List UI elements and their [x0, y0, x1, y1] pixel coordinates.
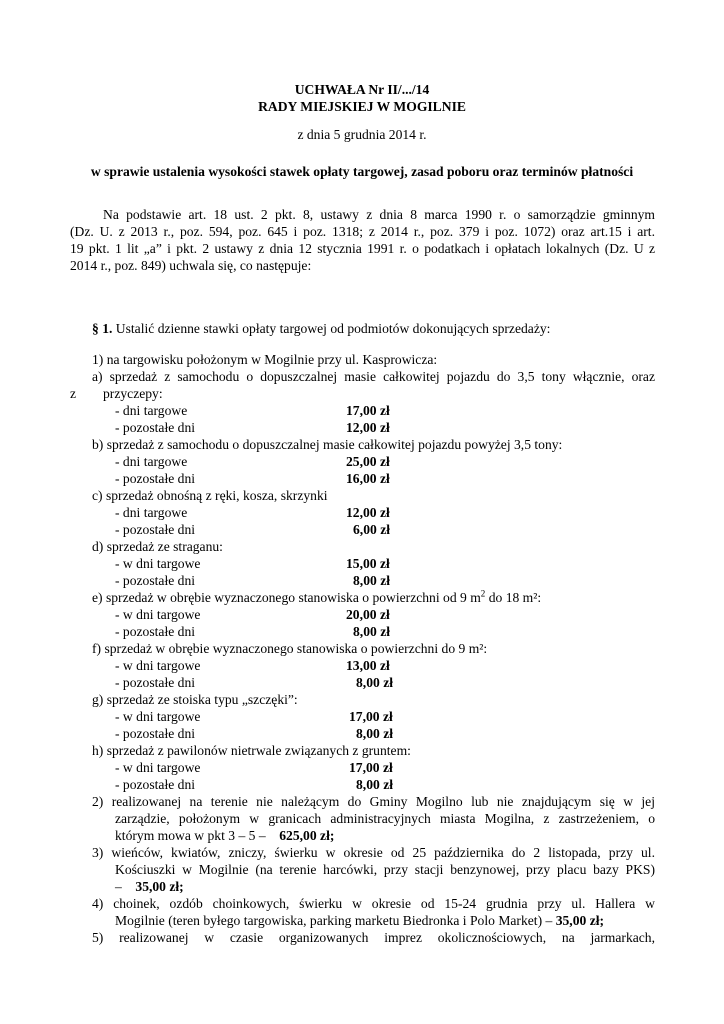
council-name: RADY MIEJSKIEJ W MOGILNIE	[258, 99, 466, 114]
item-f-heading: f) sprzedaż w obrębie wyznaczonego stanowiska o powierzchni do 9 m²:	[92, 641, 488, 656]
item-g-heading: g) sprzedaż ze stoiska typu „szczęki”:	[92, 692, 298, 707]
point-4-line-1: 4) choinek, ozdób choinkowych, świerku w okresie od 15-24 grudnia przy ul. Hallera w	[92, 896, 655, 911]
item-b-heading: b) sprzedaż z samochodu o dopuszczalnej masie całkowitej pojazdu powyżej 3,5 tony:	[92, 437, 563, 452]
rate-amount: 8,00 zł	[356, 726, 393, 741]
item-e-heading: e) sprzedaż w obrębie wyznaczonego stanowiska o powierzchni od 9 $m^2$ do 18 m²:	[92, 588, 542, 605]
point-5-line-1: 5) realizowanej w czasie organizowanych imprez okolicznościowych, na jarmarkach,	[92, 930, 655, 945]
point-2-line-1: 2) realizowanej na terenie nie należącym do Gminy Mogilno lub nie znajdującym się w jej	[92, 794, 655, 809]
rate-label: - pozostałe dni	[115, 471, 196, 486]
point-3-line-3: – 35,00 zł;	[115, 879, 184, 894]
rate-amount: 8,00 zł	[356, 777, 393, 792]
rate-label: - pozostałe dni	[115, 777, 196, 792]
item-c-heading: c) sprzedaż obnośną z ręki, kosza, skrzynki	[92, 488, 328, 503]
point-4-line-2: Mogilnie (teren byłego targowiska, parking marketu Biedronka i Polo Market) – 35,00 zł;	[115, 913, 605, 928]
rate-amount: 6,00 zł	[353, 522, 390, 537]
section-mark: § 1.	[92, 321, 113, 336]
rate-amount: 20,00 zł	[346, 607, 390, 622]
rate-amount: 25,00 zł	[346, 454, 390, 469]
preamble-line-4: 2014 r., poz. 849) uchwala się, co następuje:	[70, 258, 312, 273]
superscript: 2	[480, 588, 486, 599]
point-2-amount: 625,00 zł;	[279, 828, 335, 843]
item-d-heading: d) sprzedaż ze straganu:	[92, 539, 223, 554]
rate-amount: 8,00 zł	[356, 675, 393, 690]
point-2-line-2: zarządzie, położonym w granicach administracyjnych miasta Mogilna, z zastrzeżeniem, o	[115, 811, 655, 826]
rate-amount: 17,00 zł	[349, 760, 393, 775]
rate-label: - pozostałe dni	[115, 522, 196, 537]
point-3-line-2: Kościuszki w Mogilnie (na terenie harcówki, przy stacji benzynowej, przy placu bazy PKS)	[115, 862, 655, 877]
preamble-line-2: (Dz. U. z 2013 r., poz. 594, poz. 645 i poz. 1318; z 2014 r., poz. 379 i poz. 1072) oraz art.15 i art.	[70, 224, 655, 239]
point-3-line-1: 3) wieńców, kwiatów, zniczy, świerku w okresie od 25 października do 2 listopada, przy ul.	[92, 845, 655, 860]
item-h-heading: h) sprzedaż z pawilonów nietrwale związanych z gruntem:	[92, 743, 411, 758]
rate-amount: 8,00 zł	[353, 573, 390, 588]
resolution-title: UCHWAŁA Nr II/.../14	[294, 82, 430, 97]
rate-label: - pozostałe dni	[115, 573, 196, 588]
rate-amount: 13,00 zł	[346, 658, 390, 673]
point-4-amount: 35,00 zł;	[555, 913, 605, 928]
section-1-text: Ustalić dzienne stawki opłaty targowej od podmiotów dokonujących sprzedaży:	[115, 321, 551, 336]
preamble-line-3: 19 pkt. 1 lit „a” i pkt. 2 ustawy z dnia 12 stycznia 1991 r. o podatkach i opłatach lokalnych (Dz. U z	[70, 241, 655, 256]
item-a-z: z	[70, 386, 77, 401]
rate-label: - pozostałe dni	[115, 420, 196, 435]
section-1-intro	[92, 320, 550, 337]
rate-label: - pozostałe dni	[115, 675, 196, 690]
rate-label: - w dni targowe	[115, 607, 201, 622]
rate-label: - pozostałe dni	[115, 624, 196, 639]
point-3-amount: 35,00 zł;	[135, 879, 184, 894]
rate-label: - w dni targowe	[115, 709, 201, 724]
preamble-line-1: Na podstawie art. 18 ust. 2 pkt. 8, ustawy z dnia 8 marca 1990 r. o samorządzie gminnym	[103, 207, 655, 222]
rate-amount: 12,00 zł	[346, 420, 390, 435]
rate-amount: 17,00 zł	[346, 403, 390, 418]
rate-amount: 8,00 zł	[353, 624, 390, 639]
rate-label: - w dni targowe	[115, 760, 201, 775]
rate-amount: 17,00 zł	[349, 709, 393, 724]
point-1-heading: 1) na targowisku położonym w Mogilnie przy ul. Kasprowicza:	[92, 352, 438, 367]
resolution-date: z dnia 5 grudnia 2014 r.	[297, 127, 427, 142]
rate-amount: 12,00 zł	[346, 505, 390, 520]
rate-label: - pozostałe dni	[115, 726, 196, 741]
rate-amount: 16,00 zł	[346, 471, 390, 486]
rate-label: - w dni targowe	[115, 658, 201, 673]
rate-label: - dni targowe	[115, 403, 188, 418]
item-a-heading: a) sprzedaż z samochodu o dopuszczalnej masie całkowitej pojazdu do 3,5 tony włącznie, oraz	[92, 369, 655, 384]
rate-label: - w dni targowe	[115, 556, 201, 571]
rate-label: - dni targowe	[115, 454, 188, 469]
rate-label: - dni targowe	[115, 505, 188, 520]
rate-amount: 15,00 zł	[346, 556, 390, 571]
resolution-subject: w sprawie ustalenia wysokości stawek opłaty targowej, zasad poboru oraz terminów płatności	[90, 164, 634, 179]
point-2-line-3: którym mowa w pkt 3 – 5 – 625,00 zł;	[115, 828, 335, 843]
item-a-heading-cont: przyczepy:	[103, 386, 163, 401]
